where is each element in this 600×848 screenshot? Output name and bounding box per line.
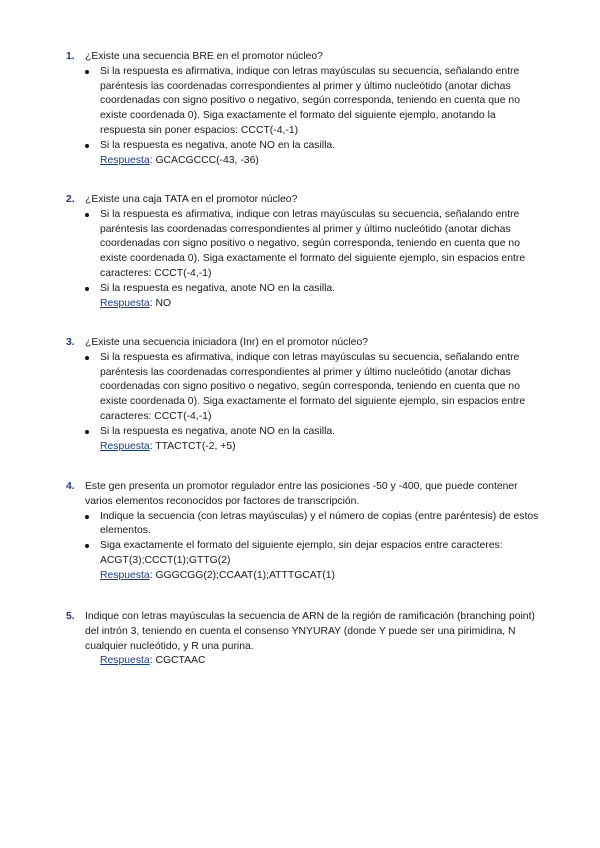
bullet-text: Siga exactamente el formato del siguiente ejemplo, sin dejar espacios entre caracteres: ACGT(3);CCCT(1);GTTG(2) [100, 540, 503, 566]
question-number: 4. [66, 481, 75, 492]
bullet-icon [85, 544, 89, 548]
question-prompt: Indique con letras mayúsculas la secuencia de ARN de la región de ramificación (branching point) del intrón 3, teniendo en cuenta el consenso YNYURAY (donde Y puede ser una pirimidina, N cualquier nucleótido, y R una purina. [85, 611, 535, 652]
answer-value: : GCACGCCC(-43, -36) [149, 154, 259, 166]
question-prompt: ¿Existe una caja TATA en el promotor núcleo? [85, 194, 298, 205]
answer-line [66, 440, 544, 455]
question-5 [66, 610, 544, 669]
bullet-icon [85, 144, 89, 148]
bullet-icon [85, 356, 89, 360]
bullet-icon [85, 430, 89, 434]
bullet-list [66, 351, 544, 440]
question-2 [66, 193, 544, 311]
bullet-item [66, 351, 544, 425]
question-3 [66, 336, 544, 454]
answer-line [66, 654, 544, 669]
bullet-icon [85, 70, 89, 74]
bullet-text: Si la respuesta es negativa, anote NO en la casilla. [100, 282, 336, 294]
bullet-text: Si la respuesta es afirmativa, indique con letras mayúsculas su secuencia, señalando entre paréntesis las coordenadas correspondientes al primer y último nucleótido (anotar dichas coordenadas con signo positivo o negativo, según corresponda, teniendo en cuenta que no existe coordenada 0). Siga exactamente el formato del siguiente ejemplo, anotando la respuesta sin poner espacios: CCCT(-4,-1) [100, 65, 520, 136]
bullet-text: Si la respuesta es afirmativa, indique con letras mayúsculas su secuencia, señalando entre paréntesis las coordenadas correspondientes al primer y último nucleótido (anotar dichas coordenadas con signo positivo o negativo, según corresponda, teniendo en cuenta que no existe coordenada 0). Siga exactamente el formato del siguiente ejemplo, sin espacios entre caracteres: CCCT(-4,-1) [100, 351, 526, 422]
answer-line [66, 297, 544, 312]
question-number: 3. [66, 337, 75, 348]
answer-label: Respuesta [100, 569, 150, 581]
bullet-item [66, 282, 544, 297]
question-4 [66, 480, 544, 584]
bullet-list [66, 510, 544, 569]
bullet-icon [85, 287, 89, 291]
answer-value: : CGCTAAC [149, 655, 206, 667]
answer-line [66, 569, 544, 584]
bullet-item [66, 510, 544, 540]
bullet-item [66, 425, 544, 440]
question-number: 1. [66, 51, 75, 62]
bullet-icon [85, 213, 89, 217]
question-1 [66, 50, 544, 168]
answer-label: Respuesta [100, 297, 150, 309]
bullet-text: Si la respuesta es negativa, anote NO en la casilla. [100, 139, 336, 151]
answer-value: : NO [149, 297, 172, 309]
bullet-text: Si la respuesta es negativa, anote NO en la casilla. [100, 425, 336, 437]
bullet-item [66, 65, 544, 139]
question-prompt: ¿Existe una secuencia iniciadora (Inr) en el promotor núcleo? [85, 337, 369, 348]
answer-label: Respuesta [100, 655, 150, 667]
answer-label: Respuesta [100, 154, 150, 166]
question-number: 2. [66, 194, 75, 205]
bullet-list [66, 65, 544, 154]
answer-label: Respuesta [100, 440, 150, 452]
bullet-item [66, 139, 544, 154]
answer-line [66, 154, 544, 169]
bullet-text: Si la respuesta es afirmativa, indique con letras mayúsculas su secuencia, señalando entre paréntesis las coordenadas correspondientes al primer y último nucleótido (anotar dichas coordenadas con signo positivo o negativo, según corresponda, teniendo en cuenta que no existe coordenada 0). Siga exactamente el formato del siguiente ejemplo, sin espacios entre caracteres: CCCT(-4,-1) [100, 208, 526, 279]
bullet-item [66, 208, 544, 282]
bullet-icon [85, 515, 89, 519]
answer-value: : GGGCGG(2);CCAAT(1);ATTTGCAT(1) [149, 569, 335, 581]
question-number: 5. [66, 611, 75, 622]
answer-value: : TTACTCT(-2, +5) [149, 440, 236, 452]
bullet-list [66, 208, 544, 297]
question-prompt: ¿Existe una secuencia BRE en el promotor núcleo? [85, 51, 323, 62]
bullet-text: Indique la secuencia (con letras mayúsculas) y el número de copias (entre paréntesis) de estos elementos. [100, 510, 539, 537]
question-prompt: Este gen presenta un promotor regulador entre las posiciones -50 y -400, que puede contener varios elementos reconocidos por factores de transcripción. [85, 481, 518, 507]
bullet-item [66, 539, 544, 569]
